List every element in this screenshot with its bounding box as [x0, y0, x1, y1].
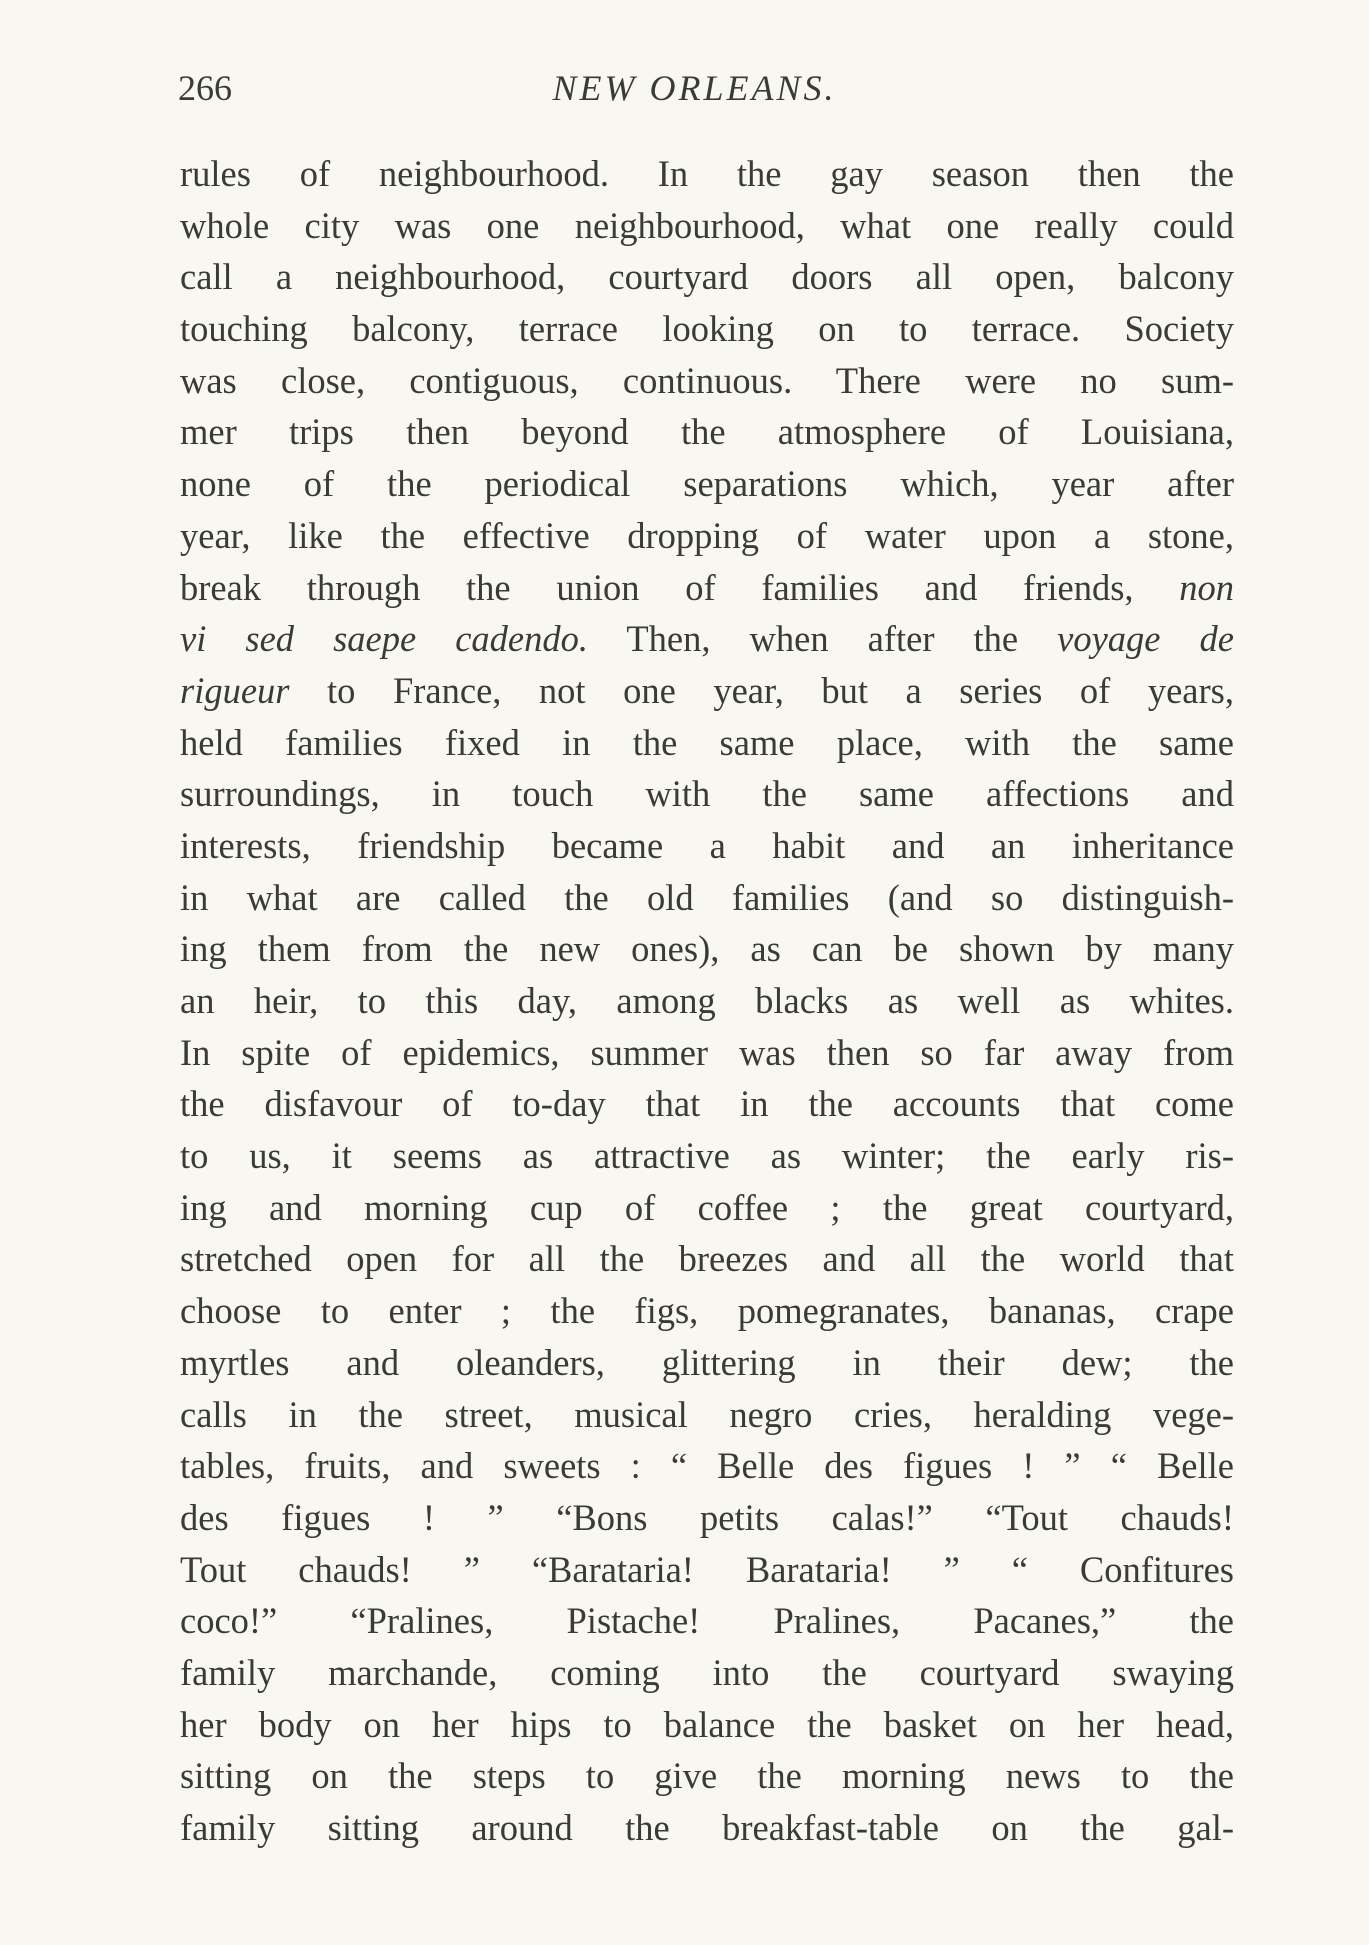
text-segment: her body on her hips to balance the basket on her head, [180, 1703, 1234, 1745]
text-segment: interests, friendship became a habit and an inheritance [180, 824, 1234, 866]
text-segment: year, like the effective dropping of water upon a stone, [180, 514, 1234, 556]
text-segment: Then, when after the [588, 618, 1058, 660]
text-line [180, 1699, 1234, 1751]
italic-phrase: vi sed saepe cadendo. [180, 618, 588, 660]
italic-phrase: rigueur [180, 669, 290, 711]
text-line [180, 510, 1234, 562]
text-line [180, 303, 1234, 355]
text-segment: call a neighbourhood, courtyard doors all open, balcony [180, 256, 1234, 298]
text-segment: the disfavour of to-day that in the accounts that come [180, 1083, 1234, 1125]
text-segment: surroundings, in touch with the same affections and [180, 773, 1234, 815]
text-line [180, 1130, 1234, 1182]
text-segment: choose to enter ; the figs, pomegranates, bananas, crape [180, 1290, 1234, 1332]
text-segment: ing and morning cup of coffee ; the great courtyard, [180, 1186, 1234, 1228]
text-line [180, 717, 1234, 769]
text-segment: family marchande, coming into the courtyard swaying [180, 1651, 1234, 1693]
text-line [180, 1078, 1234, 1130]
text-segment: tables, fruits, and sweets : “ Belle des figues ! ” “ Belle [180, 1445, 1234, 1487]
text-segment: touching balcony, terrace looking on to terrace. Society [180, 308, 1234, 350]
text-line [180, 1027, 1234, 1079]
text-line [180, 200, 1234, 252]
text-line [180, 355, 1234, 407]
text-line [180, 148, 1234, 200]
text-line [180, 1544, 1234, 1596]
text-line [180, 406, 1234, 458]
italic-phrase: voyage de [1057, 618, 1234, 660]
text-line [180, 1750, 1234, 1802]
text-segment: des figues ! ” “Bons petits calas!” “Tout chauds! [180, 1496, 1234, 1538]
text-line [180, 458, 1234, 510]
text-line [180, 1492, 1234, 1544]
text-line [180, 923, 1234, 975]
text-segment: to us, it seems as attractive as winter; the early ris- [180, 1135, 1234, 1177]
text-segment: to France, not one year, but a series of years, [289, 669, 1234, 711]
italic-phrase: non [1179, 566, 1234, 608]
running-title: NEW ORLEANS. [552, 68, 837, 108]
text-line [180, 1337, 1234, 1389]
text-line [180, 872, 1234, 924]
body-text [180, 148, 1234, 1854]
text-segment: mer trips then beyond the atmosphere of Louisiana, [180, 411, 1234, 453]
text-line [180, 613, 1234, 665]
text-line [180, 975, 1234, 1027]
text-line [180, 251, 1234, 303]
text-segment: in what are called the old families (and so distinguish- [180, 876, 1234, 918]
text-line [180, 820, 1234, 872]
text-segment: whole city was one neighbourhood, what one really could [180, 204, 1234, 246]
text-segment: family sitting around the breakfast-table on the gal- [180, 1807, 1234, 1848]
text-segment: coco!” “Pralines, Pistache! Pralines, Pacanes,” the [180, 1600, 1234, 1642]
text-line [180, 1182, 1234, 1234]
text-line [180, 1802, 1234, 1854]
text-segment: In spite of epidemics, summer was then so far away from [180, 1031, 1234, 1073]
text-segment: an heir, to this day, among blacks as well as whites. [180, 980, 1234, 1021]
text-segment: ing them from the new ones), as can be shown by many [180, 928, 1234, 970]
text-segment: break through the union of families and friends, [180, 566, 1180, 608]
text-line [180, 1595, 1234, 1647]
text-segment: none of the periodical separations which, year after [180, 463, 1234, 505]
text-line [180, 665, 1234, 717]
text-segment: myrtles and oleanders, glittering in their dew; the [180, 1341, 1234, 1383]
text-line [180, 1440, 1234, 1492]
page-number: 266 [178, 68, 232, 108]
text-segment: was close, contiguous, continuous. There were no sum- [180, 359, 1234, 401]
text-line [180, 562, 1234, 614]
text-line [180, 1285, 1234, 1337]
text-line [180, 1647, 1234, 1699]
text-segment: held families fixed in the same place, with the same [180, 721, 1234, 763]
text-line [180, 1389, 1234, 1441]
text-segment: rules of neighbourhood. In the gay season then the [180, 153, 1234, 194]
text-line [180, 1233, 1234, 1285]
text-segment: sitting on the steps to give the morning news to the [180, 1755, 1234, 1797]
text-segment: Tout chauds! ” “Barataria! Barataria! ” “ Confitures [180, 1548, 1234, 1590]
text-segment: stretched open for all the breezes and all the world that [180, 1238, 1234, 1280]
text-line [180, 768, 1234, 820]
text-segment: calls in the street, musical negro cries, heralding vege- [180, 1393, 1234, 1435]
